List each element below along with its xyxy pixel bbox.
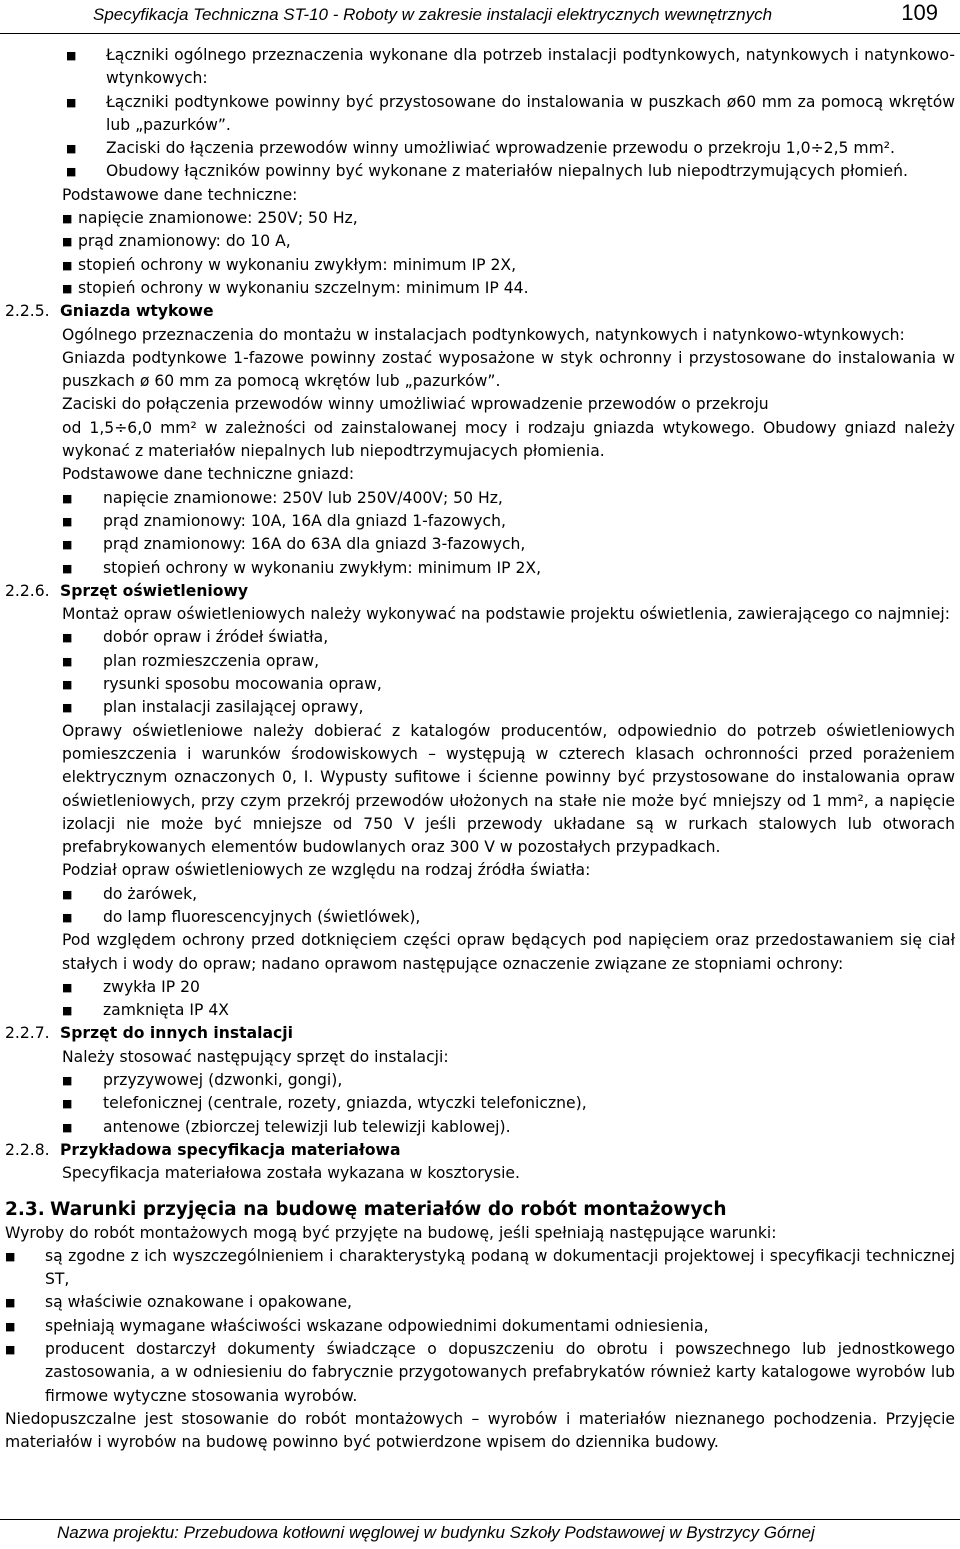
list-item: ■ do żarówek, [62,883,955,906]
section-heading-2-2-8: 2.2.8. Przykładowa specyfikacja materiałowa [5,1140,401,1159]
square-bullet-icon: ■ [62,538,73,552]
list-item: ■ spełniają wymagane właściwości wskazane odpowiednimi dokumentami odniesienia, [5,1315,955,1338]
list-item: ■ plan instalacji zasilającej oprawy, [62,696,955,719]
square-bullet-icon: ■ [62,258,73,272]
section-body-2-2-7: Należy stosować następujący sprzęt do instalacji: ■ przyzywowej (dzwonki, gongi), ■ telefonicznej (centrale, rozety, gniazda, wtyczki telefoniczne), ■ antenowe (zbiorczej telewizji lub telewizji kablowej). [0,1046,960,1139]
list-item: ■ dobór opraw i źródeł światła, [62,626,955,649]
square-bullet-icon: ■ [62,561,73,575]
list-item: ■ są właściwie oznakowane i opakowane, [5,1291,955,1314]
square-bullet-icon: ■ [62,654,73,668]
square-bullet-icon: ■ [62,887,73,901]
list-item: ■ stopień ochrony w wykonaniu zwykłym: minimum IP 2X, [62,557,955,580]
list-item: ■ antenowe (zbiorczej telewizji lub telewizji kablowej). [62,1116,955,1139]
list-item: ■ telefonicznej (centrale, rozety, gniazda, wtyczki telefoniczne), [62,1092,955,1115]
square-bullet-icon: ■ [5,1319,16,1333]
page-number: 109 [901,0,938,25]
section-body-2-2-6: Montaż opraw oświetleniowych należy wykonywać na podstawie projektu oświetlenia, zawierającego co najmniej: ■ dobór opraw i źródeł światła, ■ plan rozmieszczenia opraw, ■ rysunki sposobu mocowania opraw, ■ plan instalacji zasilającej oprawy, Oprawy oświetleniowe należy dobierać z katalogów producentów, odpowiednio do potrzeb oświetleniowych pomieszczenia i warunków środowiskowych – występują w czterech klasach ochronności przed porażeniem elektrycznym oznaczonych 0, I. Wypusty sufitowe i ścienne powinny być przystosowane do instalowania opraw oświetleniowych, przy czym przekrój przewodów ułożonych na stałe nie może być mniejszy od 1 mm², a napięcie izolacji nie może być mniejsze od 750 V jeśli przewody układane są w rurkach stalowych lub otworach prefabrykowanych elementów budowlanych oraz 300 V w pozostałych przypadkach. Podział opraw oświetleniowych ze względu na rodzaj źródła światła: ■ do żarówek, ■ do lamp fluorescencyjnych (świetlówek), Pod względem ochrony przed dotknięciem części opraw będących pod napięciem oraz przedostawaniem się ciał stałych i wody do opraw; nadano oprawom następujące oznaczenie związane ze stopniami ochrony: ■ zwykła IP 20 ■ zamknięta IP 4X [0,603,960,1022]
document-body [0,44,960,1455]
square-bullet-icon: ■ [62,701,73,715]
basic-data-heading: Podstawowe dane techniczne: [62,185,298,204]
basic-data-block [0,184,960,300]
square-bullet-icon: ■ [62,1120,73,1134]
section-heading-2-2-6: 2.2.6. Sprzęt oświetleniowy [5,581,249,600]
list-item: ■ Zaciski do łączenia przewodów winny umożliwiać wprowadzenie przewodu o przekroju 1,0÷2,5 mm². [66,137,955,160]
list-item: ■ Obudowy łączników powinny być wykonane z materiałów niepalnych lub niepodtrzymujących płomień. [66,160,955,183]
square-bullet-icon: ■ [62,212,73,226]
page-footer [0,1519,960,1549]
list-item: ■ prąd znamionowy: 16A do 63A dla gniazd 3-fazowych, [62,533,955,556]
list-item: ■ przyzywowej (dzwonki, gongi), [62,1069,955,1092]
footer-project-name: Nazwa projektu: Przebudowa kotłowni węglowej w budynku Szkoły Podstawowej w Bystrzycy Górnej [57,1523,815,1542]
section-heading-2-3: 2.3. Warunki przyjęcia na budowę materiałów do robót montażowych [5,1198,727,1220]
list-item: ■ stopień ochrony w wykonaniu szczelnym: minimum IP 44. [62,277,955,300]
square-bullet-icon: ■ [62,514,73,528]
list-item: ■ zamknięta IP 4X [62,999,955,1022]
square-bullet-icon: ■ [62,980,73,994]
square-bullet-icon: ■ [62,631,73,645]
square-bullet-icon: ■ [62,235,73,249]
page-header [0,0,960,40]
list-item: ■ rysunki sposobu mocowania opraw, [62,673,955,696]
square-bullet-icon: ■ [62,1074,73,1088]
square-bullet-icon: ■ [66,165,77,179]
section-body-2-3: Wyroby do robót montażowych mogą być przyjęte na budowę, jeśli spełniają następujące warunki: ■ są zgodne z ich wyszczególnieniem i charakterystyką podaną w dokumentacji projektowej i specyfikacji technicznej ST, ■ są właściwie oznakowane i opakowane, ■ spełniają wymagane właściwości wskazane odpowiednimi dokumentami odniesienia, ■ producent dostarczył dokumenty świadczące o dopuszczeniu do obrotu i powszechnego lub jednostkowego zastosowania, a w odniesieniu do fabrycznie przygotowanych prefabrykatów również karty katalogowe wyrobów lub firmowe wytyczne stosowania wyrobów. Niedopuszczalne jest stosowanie do robót montażowych – wyrobów i materiałów nieznanego pochodzenia. Przyjęcie materiałów i wyrobów na budowę powinno być potwierdzone wpisem do dziennika budowy. [5,1223,955,1452]
list-item: ■ Łączniki ogólnego przeznaczenia wykonane dla potrzeb instalacji podtynkowych, natynkowych i natynkowo-wtynkowych: [66,46,955,88]
square-bullet-icon: ■ [66,49,77,62]
section-body-2-2-5: Ogólnego przeznaczenia do montażu w instalacjach podtynkowych, natynkowych i natynkowo-wtynkowych: Gniazda podtynkowe 1-fazowe powinny zostać wyposażone w styk ochronny i przystosowane do instalowania w puszkach ø 60 mm za pomocą wkrętów lub „pazurków”. Zaciski do połączenia przewodów winny umożliwiać wprowadzenie przewodów o przekroju od 1,5÷6,0 mm² w zależności od zainstalowanej mocy i rodzaju gniazda wtykowego. Obudowy gniazd należy wykonać z materiałów niepalnych lub niepodtrzymujacych płomienia. Podstawowe dane techniczne gniazd: ■ napięcie znamionowe: 250V lub 250V/400V; 50 Hz, ■ prąd znamionowy: 10A, 16A dla gniazd 1-fazowych, ■ prąd znamionowy: 16A do 63A dla gniazd 3-fazowych, ■ stopień ochrony w wykonaniu zwykłym: minimum IP 2X, [0,324,960,580]
list-item: ■ Łączniki podtynkowe powinny być przystosowane do instalowania w puszkach ø60 mm za pomocą wkrętów lub „pazurków”. [66,92,955,134]
section-heading-2-2-7: 2.2.7. Sprzęt do innych instalacji [5,1024,293,1043]
section-heading-2-2-5: 2.2.5. Gniazda wtykowe [5,302,214,321]
top-bullet-list [0,44,960,184]
square-bullet-icon: ■ [66,142,77,156]
square-bullet-icon: ■ [62,1097,73,1111]
square-bullet-icon: ■ [5,1343,16,1357]
square-bullet-icon: ■ [62,281,73,295]
square-bullet-icon: ■ [66,95,77,109]
square-bullet-icon: ■ [5,1249,16,1263]
header-title: Specyfikacja Techniczna ST-10 - Roboty w zakresie instalacji elektrycznych wewnętrznych [93,5,773,24]
footer-divider [0,1519,960,1520]
section-body-2-2-8: Specyfikacja materiałowa została wykazana w kosztorysie. [62,1164,520,1183]
list-item: ■ producent dostarczył dokumenty świadczące o dopuszczeniu do obrotu i powszechnego lub jednostkowego zastosowania, a w odniesieniu do fabrycznie przygotowanych prefabrykatów również karty katalogowe wyrobów lub firmowe wytyczne stosowania wyrobów. [5,1340,955,1405]
list-item: ■ stopień ochrony w wykonaniu zwykłym: minimum IP 2X, [62,254,955,277]
header-divider [0,33,960,34]
list-item: ■ do lamp fluorescencyjnych (świetlówek), [62,906,955,929]
square-bullet-icon: ■ [62,678,73,692]
list-item: ■ zwykła IP 20 [62,976,955,999]
square-bullet-icon: ■ [62,491,73,505]
list-item: ■ napięcie znamionowe: 250V; 50 Hz, [62,207,955,230]
list-item: ■ napięcie znamionowe: 250V lub 250V/400V; 50 Hz, [62,487,955,510]
square-bullet-icon: ■ [5,1296,16,1310]
square-bullet-icon: ■ [62,910,73,924]
list-item: ■ plan rozmieszczenia opraw, [62,650,955,673]
square-bullet-icon: ■ [62,1004,73,1018]
list-item: ■ prąd znamionowy: do 10 A, [62,230,955,253]
list-item: ■ są zgodne z ich wyszczególnieniem i charakterystyką podaną w dokumentacji projektowej i specyfikacji technicznej ST, [5,1246,955,1289]
list-item: ■ prąd znamionowy: 10A, 16A dla gniazd 1-fazowych, [62,510,955,533]
